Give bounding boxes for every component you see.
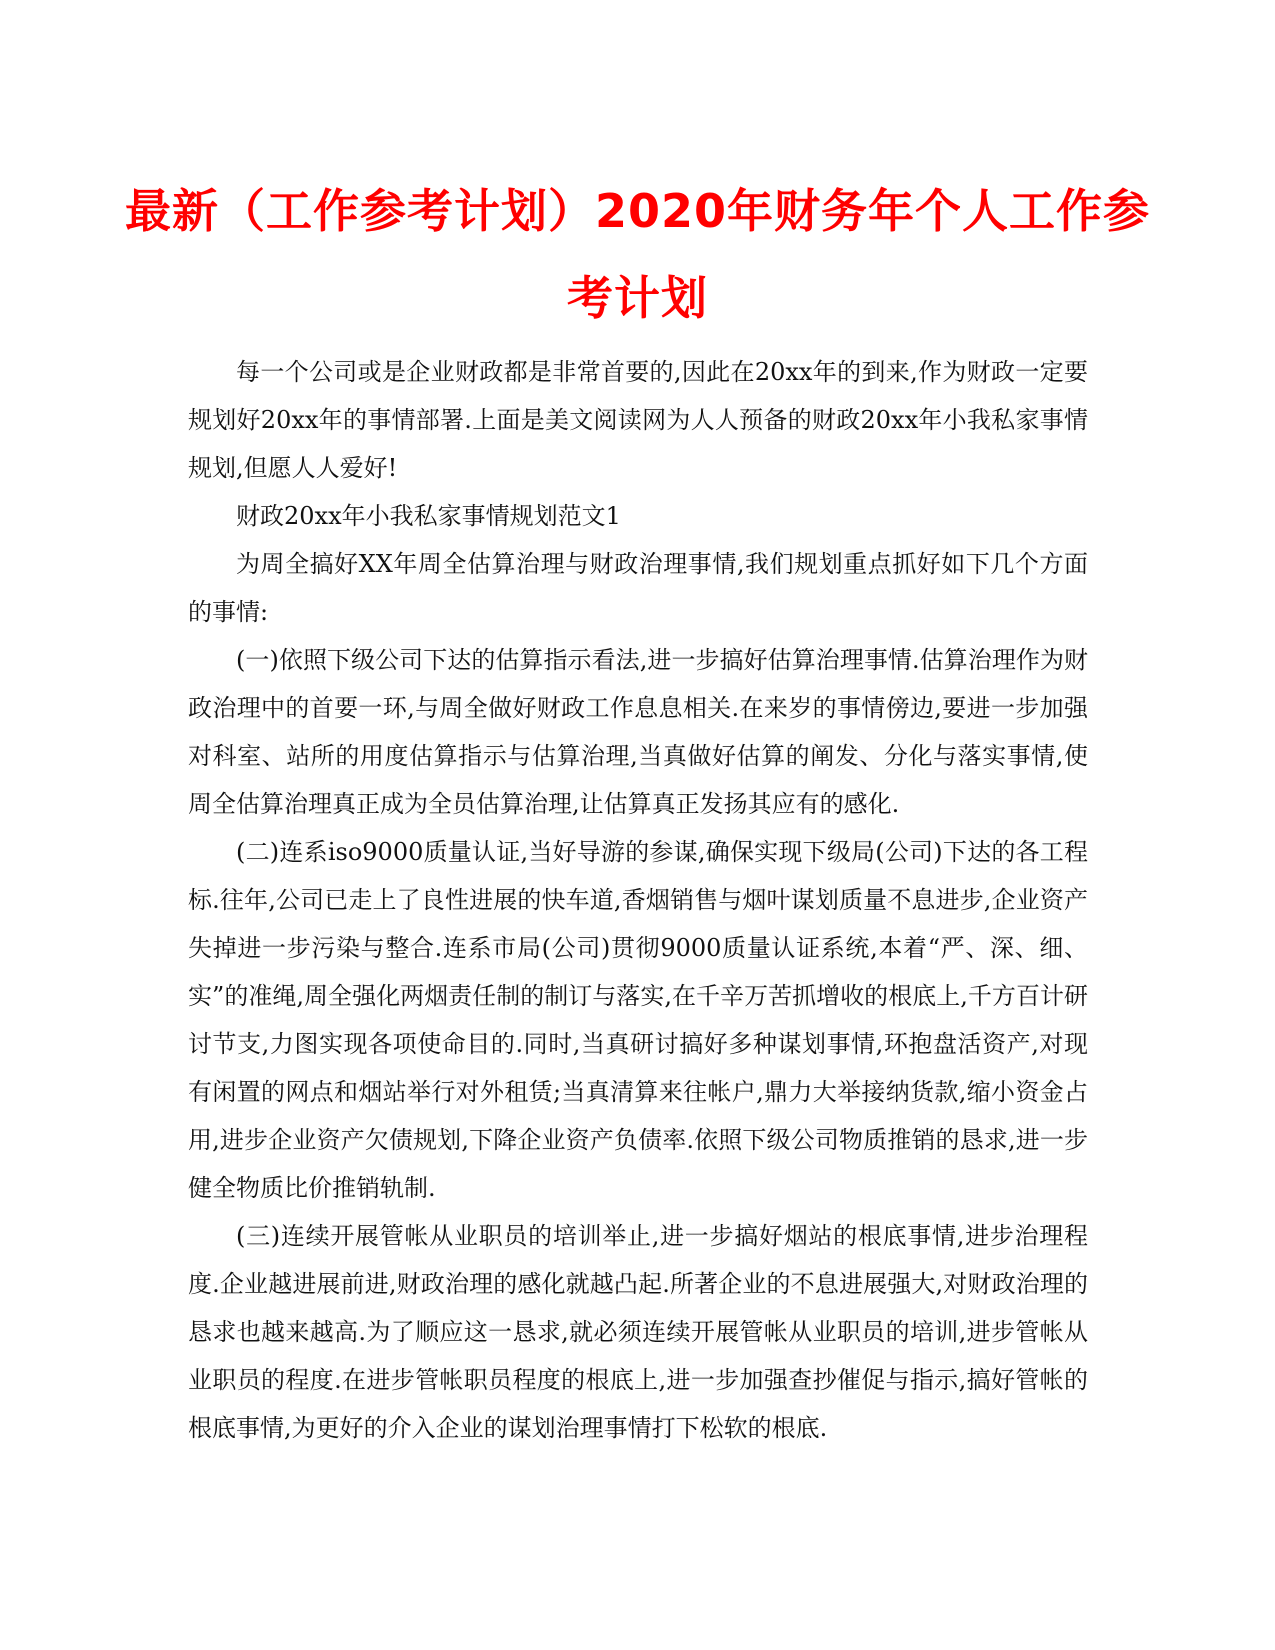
intro-paragraph: 每一个公司或是企业财政都是非常首要的,因此在20xx年的到来,作为财政一定要规划好20xx年的事情部署.上面是美文阅读网为人人预备的财政20xx年小我私家事情规划,但愿人人爱好! [188, 358, 1088, 482]
item-one-paragraph: (一)依照下级公司下达的估算指示看法,进一步搞好估算治理事情.估算治理作为财政治理中的首要一环,与周全做好财政工作息息相关.在来岁的事情傍边,要进一步加强对科室、站所的用度估算指示与估算治理,当真做好估算的阐发、分化与落实事情,使周全估算治理真正成为全员估算治理,让估算真正发扬其应有的感化. [188, 646, 1088, 818]
item-three-paragraph: (三)连续开展管帐从业职员的培训举止,进一步搞好烟站的根底事情,进步治理程度.企业越进展前进,财政治理的感化就越凸起.所著企业的不息进展强大,对财政治理的恳求也越来越高.为了顺应这一恳求,就必须连续开展管帐从业职员的培训,进步管帐从业职员的程度.在进步管帐职员程度的根底上,进一步加强查抄催促与指示,搞好管帐的根底事情,为更好的介入企业的谋划治理事情打下松软的根底. [188, 1222, 1088, 1442]
document-title: 最新（工作参考计划）2020年财务年个人工作参考计划 [124, 184, 1151, 325]
section-heading: 财政20xx年小我私家事情规划范文1 [236, 502, 621, 530]
document-body [188, 348, 1088, 1452]
item-two-paragraph: (二)连系iso9000质量认证,当好导游的参谋,确保实现下级局(公司)下达的各工程标.往年,公司已走上了良性进展的快车道,香烟销售与烟叶谋划质量不息进步,企业资产失掉进一步污染与整合.连系市局(公司)贯彻9000质量认证系统,本着“严、深、细、实”的准绳,周全强化两烟责任制的制订与落实,在千辛万苦抓增收的根底上,千方百计研讨节支,力图实现各项使命目的.同时,当真研讨搞好多种谋划事情,环抱盘活资产,对现有闲置的网点和烟站举行对外租赁;当真清算来往帐户,鼎力大举接纳货款,缩小资金占用,进步企业资产欠债规划,下降企业资产负债率.依照下级公司物质推销的恳求,进一步健全物质比价推销轨制. [188, 838, 1088, 1202]
overview-paragraph: 为周全搞好XX年周全估算治理与财政治理事情,我们规划重点抓好如下几个方面的事情: [188, 550, 1088, 626]
